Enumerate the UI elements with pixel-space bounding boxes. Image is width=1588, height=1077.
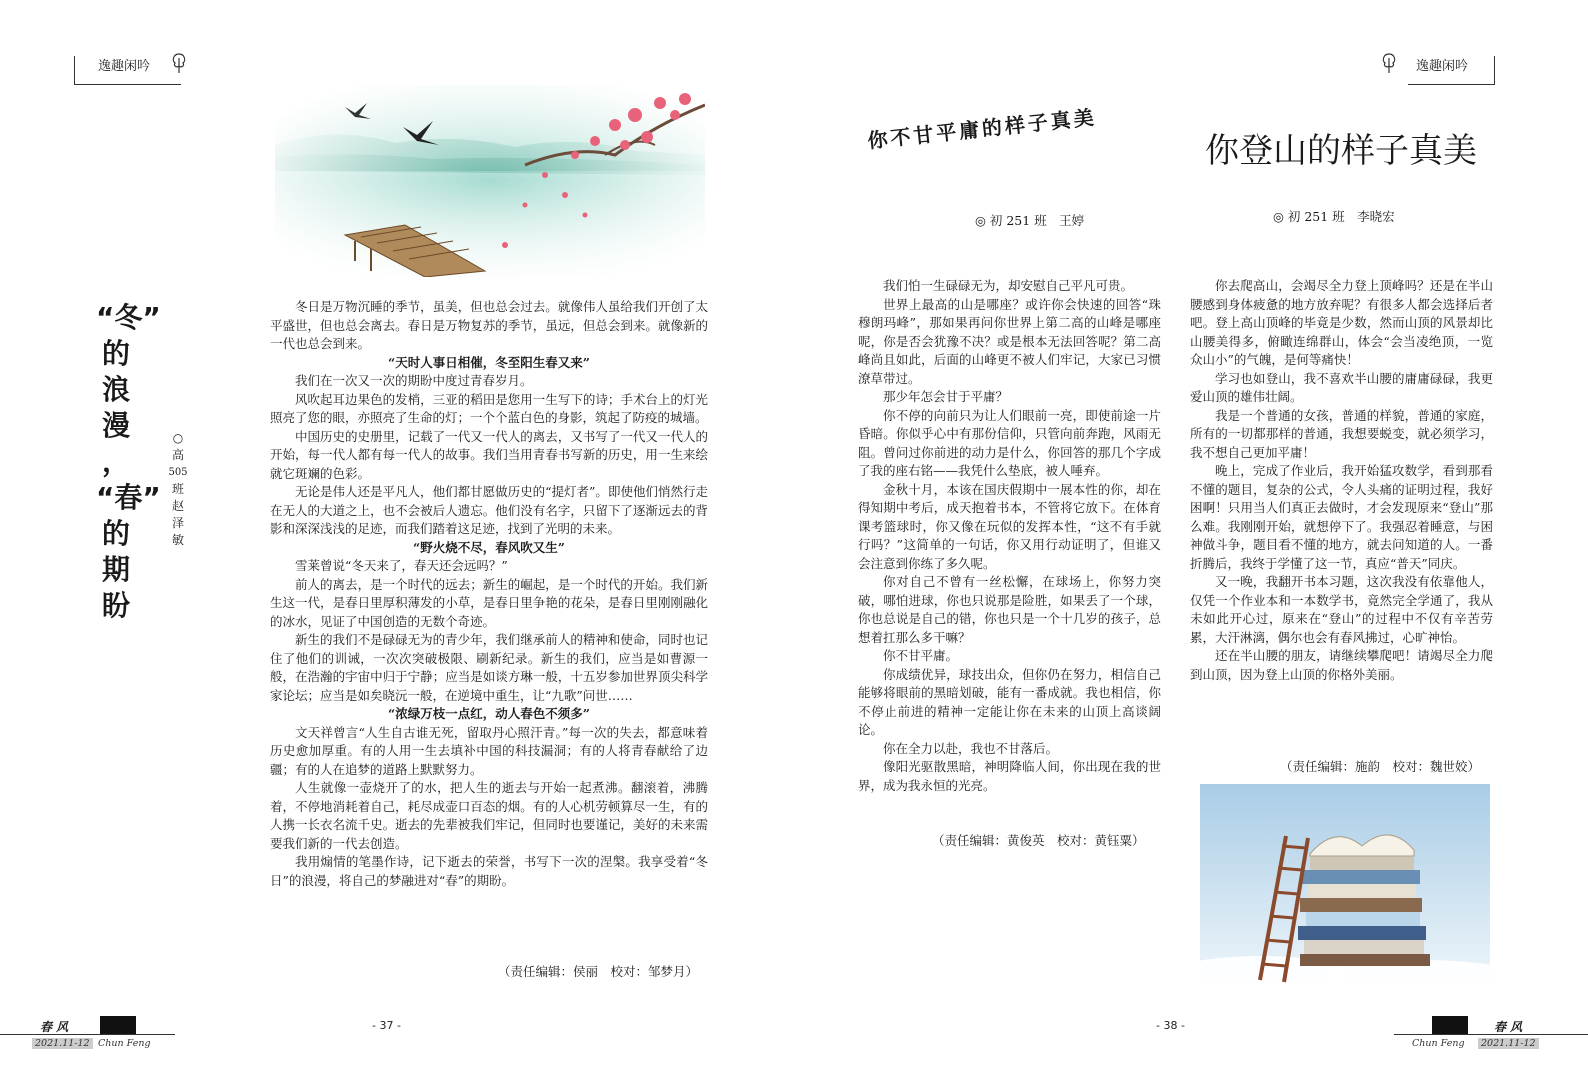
right-page-number: - 38 - xyxy=(1156,1019,1185,1032)
left-editor-credit: （责任编辑：侯丽 校对：邹梦月） xyxy=(498,964,699,979)
right-editor-credit: （责任编辑：施韵 校对：魏世姣） xyxy=(1280,759,1481,774)
middle-editor-credit: （责任编辑：黄俊英 校对：黄钰粟） xyxy=(932,833,1145,848)
paragraph: 你去爬高山，会竭尽全力登上顶峰吗？还是在半山腰感到身体疲惫的地方放弃呢？有很多人都会选择后者吧。登上高山顶峰的毕竟是少数，然而山顶的风景却比山腰美得多，俯瞰连绵群山，体会“会当凌绝顶，一览众山小”的气魄，是何等痛快！ xyxy=(1190,278,1493,367)
middle-article-body xyxy=(858,277,1161,795)
paragraph: 无论是伟人还是平凡人，他们都甘愿做历史的“提灯者”。即使他们悄然行走在无人的大道之上，也不会被后人遗忘。他们没有名字，只留下了逐渐远去的背影和深深浅浅的足迹，而我们踏着这足迹，找到了光明的未来。 xyxy=(270,484,708,536)
books-ladder-illustration xyxy=(1200,784,1490,984)
paragraph: 你不停的向前只为让人们眼前一亮，即使前途一片昏暗。你似乎心中有那份信仰，只管向前奔跑，风雨无阻。曾问过你前进的动力是什么，你回答的那几个字成了我的座右铭——我凭什么垫底，被人唾弃。 xyxy=(858,407,1161,478)
right-issue: 2021.11-12 xyxy=(1478,1038,1539,1049)
paragraph: 你不甘平庸。 xyxy=(883,648,959,663)
left-issue: 2021.11-12 xyxy=(32,1038,93,1049)
paragraph: 你成绩优异，球技出众，但你仍在努力，相信自己能够将眼前的黑暗划破，能有一番成就。我也相信，你不停止前进的精神一定能让你在未来的山顶上高谈阔论。 xyxy=(858,666,1161,737)
paragraph: 你对自己不曾有一丝松懈，在球场上，你努力突破，哪怕进球，你也只说那是险胜，如果丢了一个球，你也总说是自己的错，你也只是一个十几岁的孩子，总想着扛那么多干嘛？ xyxy=(858,574,1161,645)
left-article-body xyxy=(270,298,708,890)
paragraph: 冬日是万物沉睡的季节，虽美，但也总会过去。就像伟人虽给我们开创了太平盛世，但也总会离去。春日是万物复苏的季节，虽远，但总会到来。就像新的一代也总会到来。 xyxy=(270,299,708,351)
paragraph: 世界上最高的山是哪座？或许你会快速的回答“珠穆朗玛峰”，那如果再问你世界上第二高的山峰是哪座呢，你是否会犹豫不决？或是根本无法回答呢？第二高峰尚且如此，后面的山峰更不被人们牢记，大家已习惯潦草带过。 xyxy=(858,296,1161,386)
left-footer-block xyxy=(100,1016,136,1034)
paragraph: 又一晚，我翻开书本习题，这次我没有依靠他人，仅凭一个作业本和一本数学书，竟然完全学通了，我从未如此开心过，原来在“登山”的过程中不仅有辛苦劳累，大汗淋漓，偶尔也会有春风拂过，心旷神怡。 xyxy=(1190,574,1493,645)
paragraph: 金秋十月，本该在国庆假期中一展本性的你，却在得知期中考后，成天抱着书本，不管将它放下。在体育课考篮球时，你又像在玩似的发挥本性，“这不有手就行吗？”这简单的一句话，你又用行动证明了，但谁又会注意到你练了多久呢。 xyxy=(858,481,1161,571)
left-section-label: 逸趣闲吟 xyxy=(98,59,151,74)
middle-article-title: 你不甘平庸的样子真美 xyxy=(866,104,1098,153)
paragraph: 文天祥曾言“人生自古谁无死，留取丹心照汗青。”每一次的失去，都意味着历史愈加厚重。有的人用一生去填补中国的科技漏洞；有的人将青春献给了边疆；有的人在追梦的道路上默默努力。 xyxy=(270,724,708,777)
paragraph: 我们怕一生碌碌无为，却安慰自己平凡可贵。 xyxy=(883,278,1134,293)
paragraph: 你在全力以赴，我也不甘落后。 xyxy=(883,740,1059,756)
book-stack xyxy=(1298,835,1430,966)
paragraph: 还在半山腰的朋友，请继续攀爬吧！请竭尽全力爬到山顶，因为登上山顶的你格外美丽。 xyxy=(1190,648,1493,682)
right-footer-block xyxy=(1432,1016,1468,1034)
right-article-byline: ◎ 初 251 班 李晓宏 xyxy=(1273,209,1395,224)
right-section-label: 逸趣闲吟 xyxy=(1416,59,1469,74)
right-article-body xyxy=(1190,277,1493,684)
paragraph: 新生的我们不是碌碌无为的青少年，我们继承前人的精神和使命，同时也记住了他们的训诫，一次次突破极限、刷新纪录。新生的我们，应当是如曹源一般，在浩瀚的宇宙中归于宁静；应当是如谈方琳一般，十五岁参加世界顶尖科学家论坛；应当是如矣晓沅一般，在逆境中重生，让“九歌”问世…… xyxy=(270,632,708,703)
paragraph: 我用煽情的笔墨作诗，记下逝去的荣誉，书写下一次的涅槃。我享受着“冬日”的浪漫，将自己的梦融进对“春”的期盼。 xyxy=(270,854,708,888)
lake-illustration xyxy=(275,85,705,277)
left-footer-rule xyxy=(0,1034,175,1035)
paragraph: 前人的离去，是一个时代的远去；新生的崛起，是一个时代的开始。我们新生这一代，是春日里厚积薄发的小草，是春日里争艳的花朵，是春日里刚刚融化的冰水，见证了中国创造的无数个奇迹。 xyxy=(270,576,708,629)
subheading: “天时人事日相催，冬至阳生春又来” xyxy=(388,354,590,370)
subheading: “浓绿万枝一点红，动人春色不须多” xyxy=(388,706,590,721)
subheading: “野火烧不尽，春风吹又生” xyxy=(413,539,565,555)
paragraph: 像阳光驱散黑暗，神明降临人间，你出现在我的世界，成为我永恒的光亮。 xyxy=(858,759,1161,793)
left-page-number: - 37 - xyxy=(372,1019,401,1032)
left-article-author: ○ 高 505 班 赵 泽 敏 xyxy=(168,431,188,547)
paragraph: 那少年怎会甘于平庸？ xyxy=(883,389,1009,404)
left-magazine-en: Chun Feng xyxy=(98,1038,151,1049)
paragraph: 中国历史的史册里，记载了一代又一代人的离去，又书写了一代又一代人的开始，每一代人都有每一代人的故事。我们当用青春书写新的历史，用一生来绘就它斑斓的色彩。 xyxy=(270,428,708,481)
right-article-title: 你登山的样子真美 xyxy=(1205,131,1477,171)
tree-icon xyxy=(1380,52,1398,74)
middle-article-byline: ◎ 初 251 班 王婷 xyxy=(975,213,1085,228)
tree-icon xyxy=(170,52,188,74)
left-article-title: “冬” 的 浪 漫 ， “春” 的 期 盼 xyxy=(96,301,161,622)
left-magazine-name: 春 风 xyxy=(40,1020,69,1034)
paragraph: 晚上，完成了作业后，我开始猛攻数学，看到那看不懂的题目，复杂的公式，令人头痛的证明过程，我好困啊！只用当人们真正去做时，才会发现原来“登山”那么难。我刚刚开始，就想停下了。我强忍着睡意，与困神做斗争，题目看不懂的地方，就去问知道的人。一番折腾后，我终于学懂了这一节，真应“普天”同庆。 xyxy=(1190,463,1493,571)
paragraph: 人生就像一壶烧开了的水，把人生的逝去与开始一起煮沸。翻滚着，沸腾着，不停地消耗着自己，耗尽成壶口百态的烟。有的人心机劳顿算尽一生，有的人携一长衣名流千史。逝去的先辈被我们牢记，但同时也要谨记，美好的未来需要我们新的一代去创造。 xyxy=(270,780,708,851)
paragraph: 风吹起耳边果色的发梢，三亚的稻田是您用一生写下的诗；手术台上的灯光照亮了您的眼，亦照亮了生命的灯；一个个蓝白色的身影，筑起了防疫的城墙。 xyxy=(270,391,708,425)
paragraph: 我是一个普通的女孩，普通的样貌，普通的家庭，所有的一切都那样的普通，我想要蜕变，就必须学习，我不想自己更加平庸！ xyxy=(1190,407,1493,460)
right-magazine-en: Chun Feng xyxy=(1412,1038,1465,1049)
right-magazine-name: 春 风 xyxy=(1494,1020,1523,1034)
paragraph: 我们在一次又一次的期盼中度过青春岁月。 xyxy=(295,373,533,388)
right-footer-rule xyxy=(1394,1034,1588,1035)
paragraph: 学习也如登山，我不喜欢半山腰的庸庸碌碌，我更爱山顶的雄伟壮阔。 xyxy=(1190,370,1493,404)
paragraph: 雪莱曾说“冬天来了，春天还会远吗？” xyxy=(295,558,508,573)
